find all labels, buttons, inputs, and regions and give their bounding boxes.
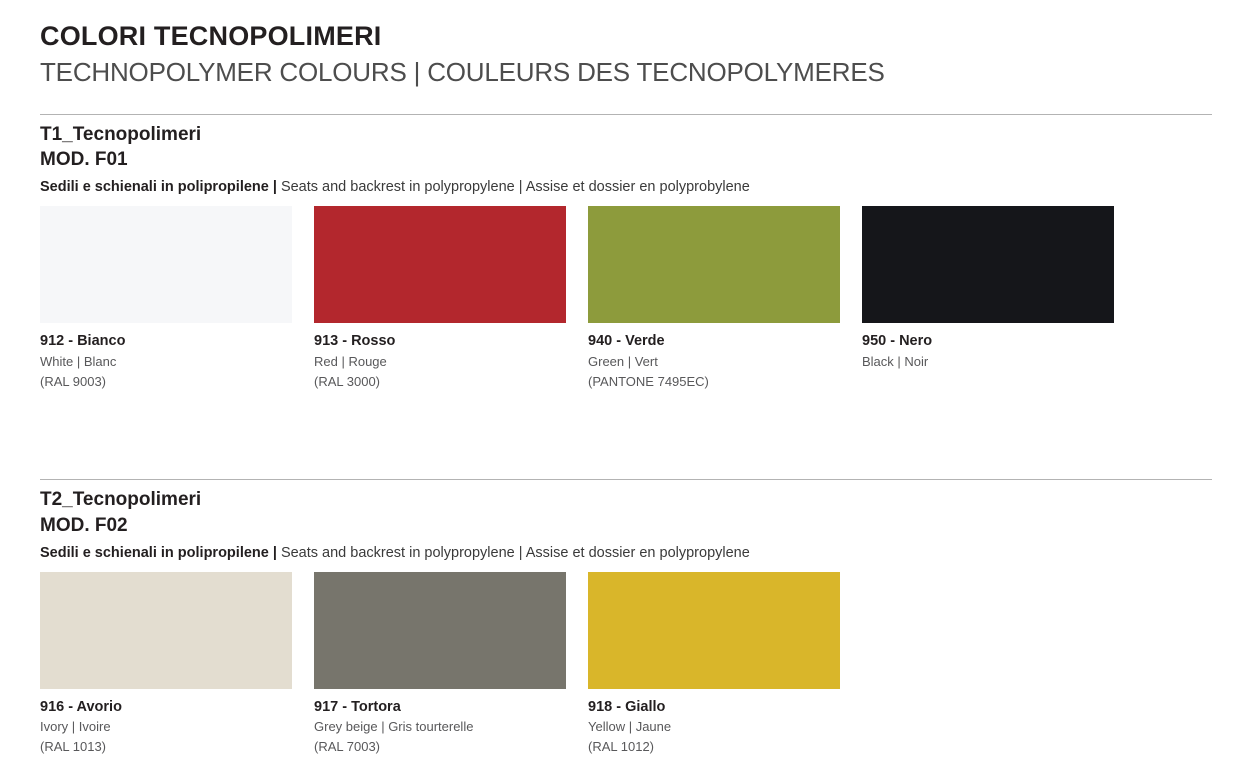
section-description-it: Sedili e schienali in polipropilene | (40, 544, 277, 561)
section-description (40, 178, 1212, 196)
swatch-item[interactable] (314, 572, 566, 757)
section-description-enfr: Seats and backrest in polypropylene | Assise et dossier en polyprobylene (276, 179, 750, 196)
page-title: COLORI TECNOPOLIMERI (40, 21, 382, 51)
swatch-item[interactable] (862, 206, 1114, 391)
section-model: MOD. F02 (40, 514, 128, 536)
swatch-item[interactable] (588, 572, 840, 757)
swatch-name: 917 - Tortora (314, 698, 401, 715)
section-code: T1_Tecnopolimeri (40, 123, 202, 145)
swatch-reference: (RAL 9003) (40, 374, 106, 390)
swatch-color-chip[interactable] (862, 206, 1114, 323)
swatch-name: 916 - Avorio (40, 698, 122, 715)
swatch-color-chip[interactable] (588, 572, 840, 689)
swatch-item[interactable] (40, 572, 292, 757)
swatch-color-chip[interactable] (314, 206, 566, 323)
page-subtitle: TECHNOPOLYMER COLOURS | COULEURS DES TECNOPOLYMERES (40, 56, 885, 87)
swatch-item[interactable] (40, 206, 292, 391)
swatch-translation: Yellow | Jaune (588, 719, 672, 735)
section-description-it: Sedili e schienali in polipropilene | (40, 179, 277, 196)
swatch-item[interactable] (314, 206, 566, 391)
swatch-name: 912 - Bianco (40, 333, 126, 350)
swatch-reference: (RAL 1013) (40, 739, 106, 755)
swatch-item[interactable] (588, 206, 840, 391)
swatch-reference: (RAL 3000) (314, 374, 380, 390)
swatch-translation: Green | Vert (588, 354, 658, 370)
section-model: MOD. F01 (40, 149, 128, 171)
swatch-name: 918 - Giallo (588, 698, 666, 715)
swatch-color-chip[interactable] (588, 206, 840, 323)
swatch-translation: Red | Rouge (314, 354, 387, 370)
swatch-translation: Grey beige | Gris tourterelle (314, 719, 474, 735)
swatch-reference: (PANTONE 7495EC) (588, 374, 709, 390)
swatch-reference: (RAL 1012) (588, 739, 654, 755)
swatch-color-chip[interactable] (40, 206, 292, 323)
swatch-translation: White | Blanc (40, 354, 117, 370)
swatch-translation: Ivory | Ivoire (40, 719, 111, 735)
section-description-enfr: Seats and backrest in polypropylene | Assise et dossier en polypropylene (276, 544, 750, 561)
section-code: T2_Tecnopolimeri (40, 488, 202, 510)
page-header (0, 0, 1252, 88)
section-t1 (0, 115, 1252, 391)
swatch-row (40, 572, 1212, 757)
swatch-name: 950 - Nero (862, 333, 933, 350)
swatch-name: 940 - Verde (588, 333, 665, 350)
section-t2 (0, 480, 1252, 756)
swatch-name: 913 - Rosso (314, 333, 396, 350)
swatch-row (40, 206, 1212, 391)
swatch-color-chip[interactable] (40, 572, 292, 689)
section-description (40, 544, 1212, 562)
swatch-translation: Black | Noir (862, 354, 929, 370)
swatch-reference: (RAL 7003) (314, 739, 380, 755)
swatch-color-chip[interactable] (314, 572, 566, 689)
